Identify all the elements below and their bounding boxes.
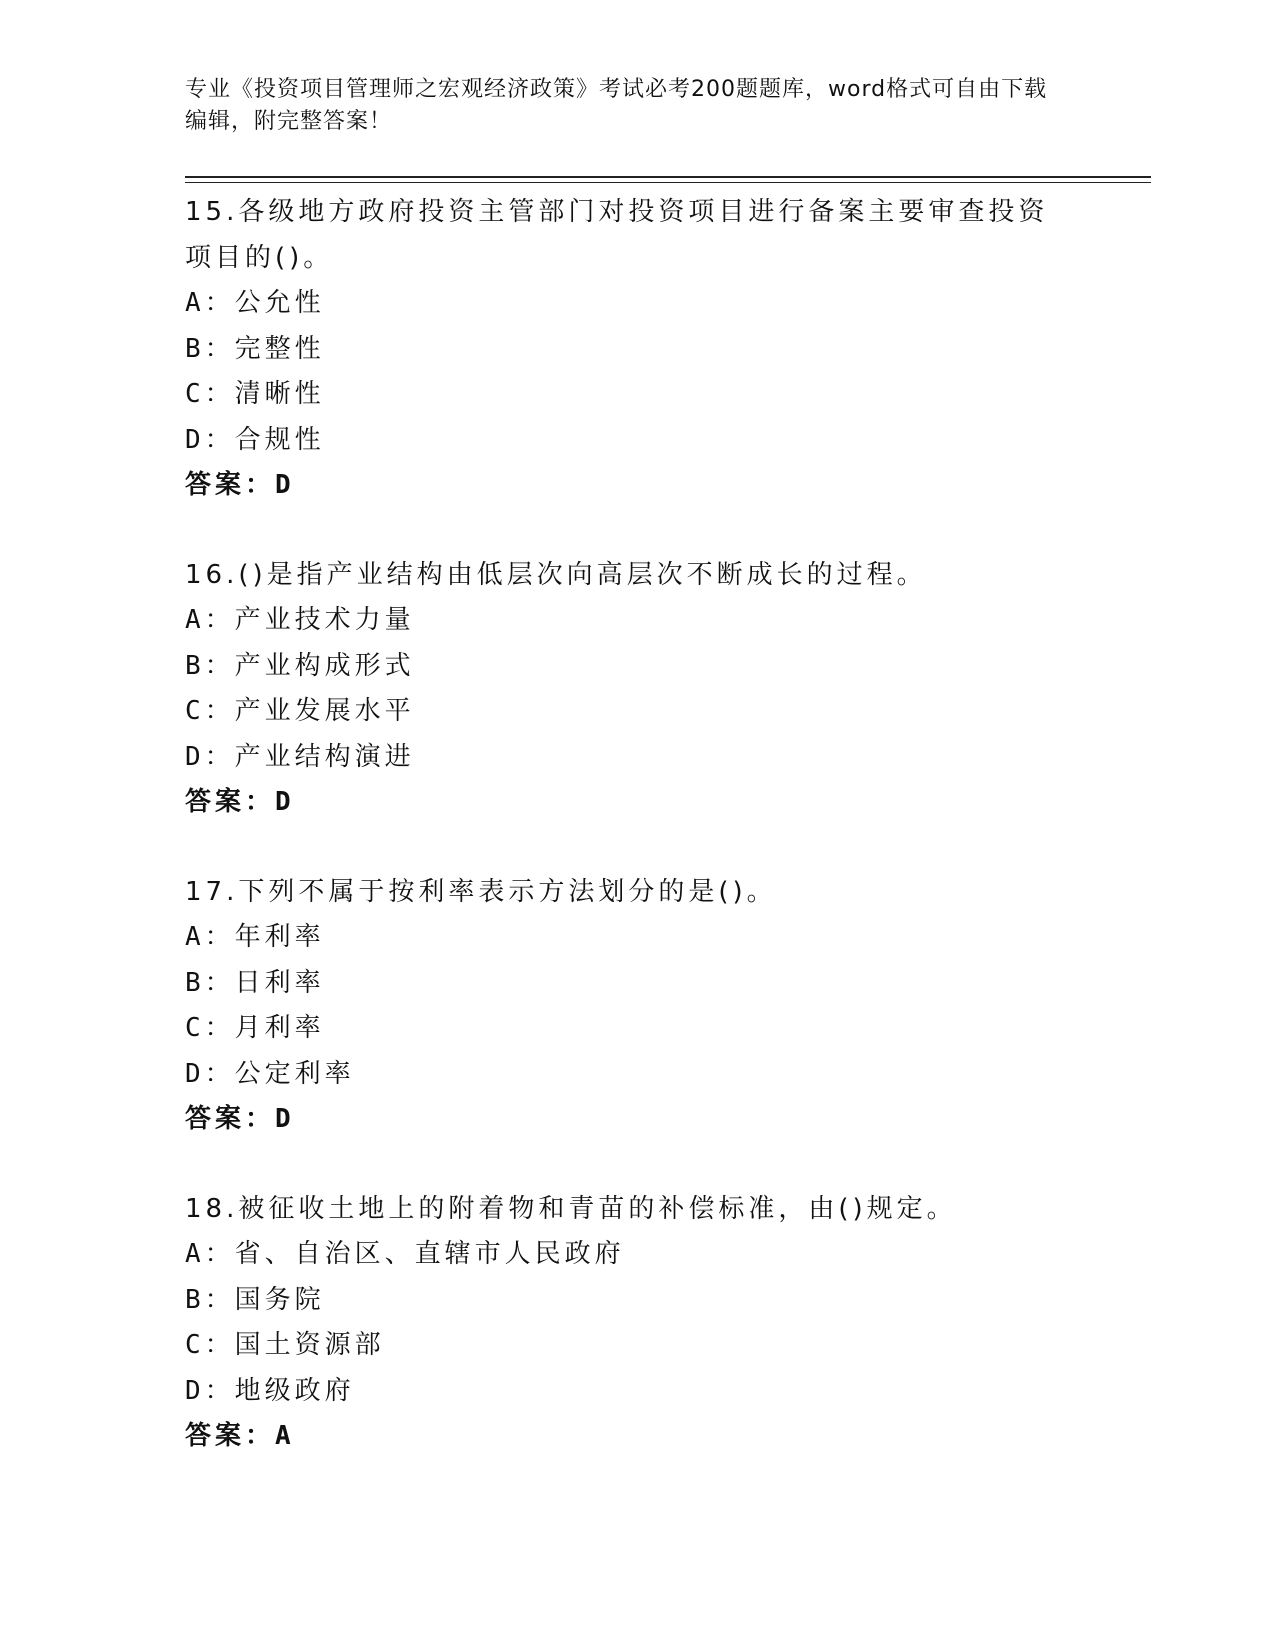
option-letter: C： (185, 1013, 235, 1043)
question-stem: 18.被征收土地上的附着物和青苗的补偿标准，由()规定。 (185, 1193, 957, 1224)
option-letter: B： (185, 333, 235, 364)
option-text: 国土资源部 (234, 1330, 385, 1360)
question-18 (185, 1187, 1085, 1460)
header-divider-thick (185, 176, 1151, 178)
option-text: 合规性 (234, 424, 325, 455)
option-letter: A： (185, 922, 235, 952)
option-letter: C： (185, 379, 235, 409)
answer-value: D (275, 1104, 295, 1134)
option-d (185, 418, 1085, 464)
answer-line (185, 1097, 1085, 1143)
answer-label: 答案： (185, 470, 276, 500)
option-b (185, 644, 1085, 690)
option-a (185, 915, 1085, 961)
answer-line (185, 1414, 1085, 1460)
question-stem: 16.()是指产业结构由低层次向高层次不断成长的过程。 (185, 559, 927, 590)
answer-value: D (275, 470, 295, 500)
option-text: 产业结构演进 (234, 741, 415, 772)
answer-label: 答案： (185, 1421, 276, 1451)
answer-label: 答案： (185, 1104, 276, 1134)
option-d (185, 1369, 1085, 1415)
option-b (185, 1278, 1085, 1324)
question-15 (185, 190, 1085, 509)
option-letter: D： (185, 1375, 235, 1406)
option-letter: A： (185, 1239, 235, 1269)
option-letter: D： (185, 741, 235, 772)
option-letter: B： (185, 967, 235, 998)
option-text: 产业发展水平 (234, 696, 415, 726)
answer-value: D (275, 787, 295, 817)
header-divider-thin (185, 182, 1151, 183)
question-17 (185, 870, 1085, 1143)
question-list (185, 190, 1085, 1460)
option-text: 清晰性 (234, 379, 325, 409)
option-c (185, 372, 1085, 418)
option-b (185, 961, 1085, 1007)
option-c (185, 689, 1085, 735)
option-c (185, 1323, 1085, 1369)
option-b (185, 327, 1085, 373)
option-letter: A： (185, 605, 235, 635)
option-text: 公允性 (234, 288, 325, 318)
option-text: 完整性 (234, 333, 325, 364)
question-16 (185, 553, 1085, 826)
question-stem: 15.各级地方政府投资主管部门对投资项目进行备案主要审查投资项目的()。 (185, 197, 1049, 273)
option-a (185, 281, 1085, 327)
option-a (185, 598, 1085, 644)
option-c (185, 1006, 1085, 1052)
option-text: 省、自治区、直辖市人民政府 (234, 1239, 625, 1269)
answer-label: 答案： (185, 787, 276, 817)
option-letter: A： (185, 288, 235, 318)
option-text: 月利率 (234, 1013, 325, 1043)
option-text: 产业技术力量 (234, 605, 415, 635)
option-a (185, 1232, 1085, 1278)
question-stem: 17.下列不属于按利率表示方法划分的是()。 (185, 876, 777, 907)
option-d (185, 1052, 1085, 1098)
answer-line (185, 463, 1085, 509)
option-letter: D： (185, 1058, 235, 1089)
document-header: 专业《投资项目管理师之宏观经济政策》考试必考200题题库，word格式可自由下载编辑，附完整答案！ (185, 77, 1048, 134)
answer-line (185, 780, 1085, 826)
option-letter: B： (185, 1284, 235, 1315)
option-text: 产业构成形式 (234, 650, 415, 681)
option-text: 年利率 (234, 922, 325, 952)
option-letter: D： (185, 424, 235, 455)
option-text: 地级政府 (234, 1375, 355, 1406)
option-letter: C： (185, 1330, 235, 1360)
answer-value: A (275, 1421, 295, 1451)
option-text: 国务院 (234, 1284, 325, 1315)
option-letter: C： (185, 696, 235, 726)
option-letter: B： (185, 650, 235, 681)
option-d (185, 735, 1085, 781)
option-text: 日利率 (234, 967, 325, 998)
option-text: 公定利率 (234, 1058, 355, 1089)
